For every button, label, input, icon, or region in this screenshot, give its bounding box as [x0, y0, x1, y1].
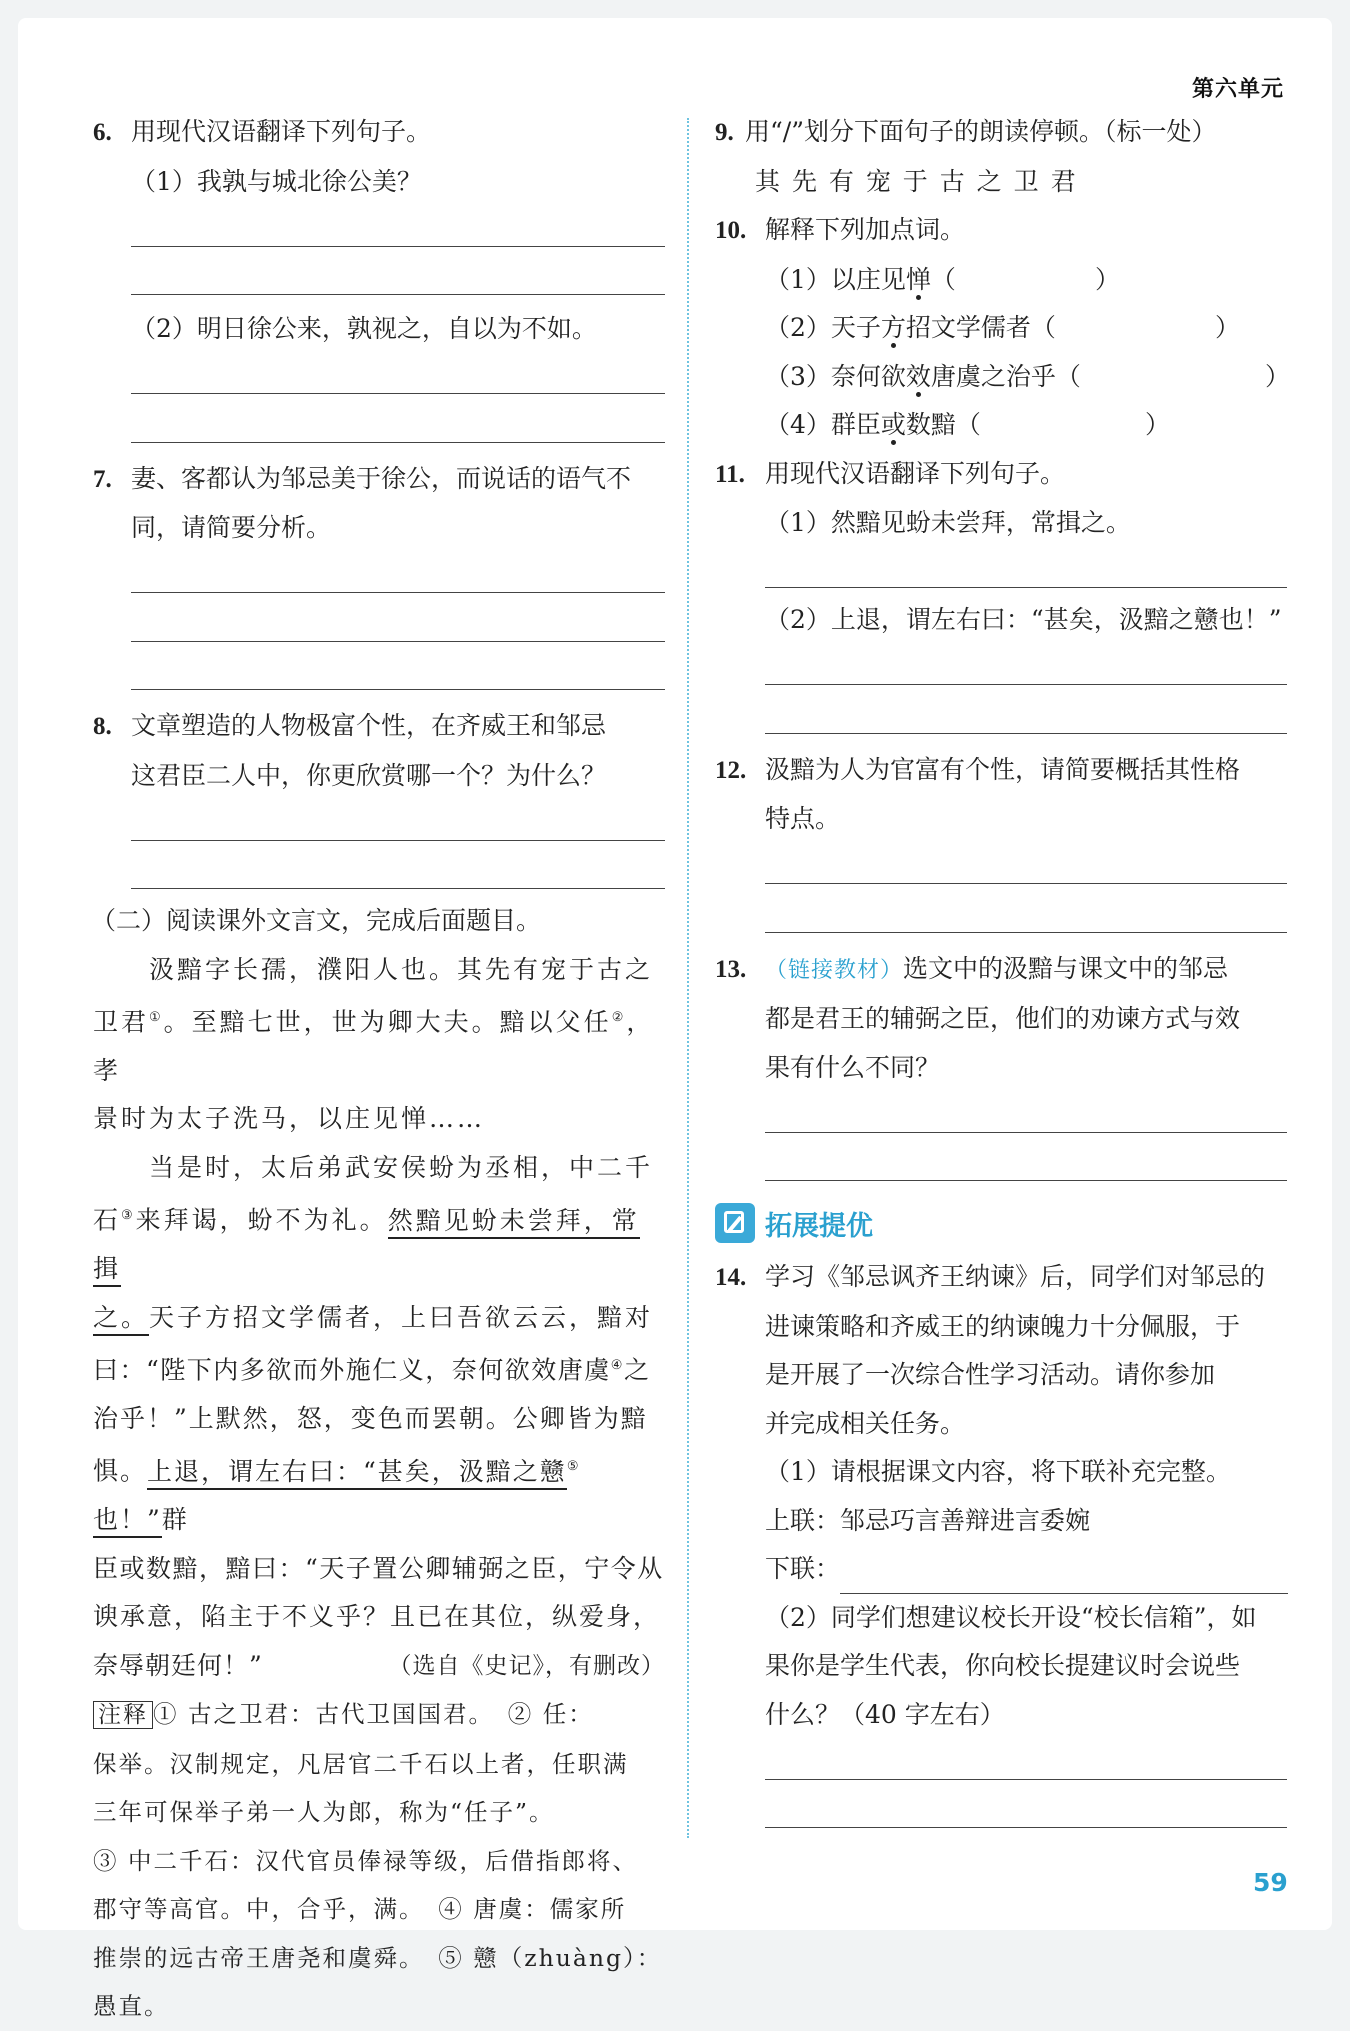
- section-2-title: （二）阅读课外文言文，完成后面题目。: [91, 906, 542, 935]
- q6-s1: （1）我孰与城北徐公美？: [131, 166, 422, 196]
- q7-l2: 同，请简要分析。: [131, 513, 332, 542]
- q6-title: 6. 用现代汉语翻译下列句子。: [93, 117, 432, 146]
- answer-line[interactable]: [93, 800, 665, 849]
- q14-l1: 14. 学习《邹忌讽齐王纳谏》后，同学们对邹忌的: [715, 1262, 1266, 1291]
- underlined-sentence: 然黯见蚡未尝拜，常揖: [93, 1206, 640, 1288]
- q11-title: 11. 用现代汉语翻译下列句子。: [715, 458, 1066, 488]
- answer-line[interactable]: [715, 1092, 1287, 1141]
- q11-s2: （2）上退，谓左右曰：“甚矣，汲黯之戆也！”: [765, 605, 1282, 634]
- answer-line[interactable]: [715, 693, 1287, 742]
- q13-l3: 果有什么不同？: [765, 1052, 941, 1082]
- q14-l2: 进谏策略和齐威王的纳谏魄力十分佩服，于: [765, 1311, 1241, 1341]
- q14-l4: 并完成相关任务。: [765, 1408, 966, 1438]
- answer-line[interactable]: [715, 844, 1287, 893]
- q14-s2a: （2）同学们想建议校长开设“校长信箱”，如: [765, 1602, 1257, 1632]
- couplet-lower: 下联：: [715, 1545, 1287, 1594]
- q14-s2c: 什么？（40 字左右）: [765, 1699, 1005, 1729]
- q6-s2: （2）明日徐公来，孰视之，自以为不如。: [131, 314, 597, 343]
- q8-l2: 这君臣二人中，你更欣赏哪一个？为什么？: [131, 760, 607, 790]
- q12-l1: 12. 汲黯为人为官富有个性，请简要概括其性格: [715, 754, 1241, 784]
- q10-item-1: （1）以庄见惮（ ）: [765, 264, 1121, 294]
- answer-line[interactable]: [93, 650, 665, 699]
- left-column: [93, 108, 665, 2031]
- q13-l1: 13. （链接教材）选文中的汲黯与课文中的邹忌: [715, 953, 1229, 983]
- q10-item-3: （3）奈何欲效唐虞之治乎（ ）: [765, 361, 1291, 391]
- link-textbook-tag: （链接教材）: [765, 957, 904, 983]
- answer-line[interactable]: [715, 892, 1287, 941]
- q11-s1: （1）然黯见蚡未尝拜，常揖之。: [765, 508, 1131, 537]
- answer-line[interactable]: [715, 1739, 1287, 1788]
- unit-label: 第六单元: [1192, 77, 1285, 102]
- answer-line[interactable]: [715, 645, 1287, 694]
- q14-s1: （1）请根据课文内容，将下联补充完整。: [765, 1457, 1231, 1486]
- notes: 注释 ① 古之卫君：古代卫国国君。 ② 任： 保举。汉制规定，凡居官二千石以上者，任职满 三年可保举子弟一人为郎，称为“任子”。 ③ 中二千石：汉代官员俸禄等级，后借指郎将、 郡守等高官。中，合乎，满。 ④ 唐虞：儒家所 推崇的远古帝王唐尧和虞舜。 ⑤ 戆（zhuàng）： 愚直。: [93, 1700, 663, 2021]
- q10-title: 10. 解释下列加点词。: [715, 215, 966, 244]
- couplet-upper: 上联：邹忌巧言善辩进言委婉: [765, 1505, 1091, 1535]
- q12-l2: 特点。: [765, 804, 841, 833]
- q8-l1: 8. 文章塑造的人物极富个性，在齐威王和邹忌: [93, 711, 607, 740]
- answer-line[interactable]: [715, 548, 1287, 597]
- classical-passage: 汲黯字长孺，濮阳人也。其先有宠于古之 卫君①。至黯七世，世为卿大夫。黯以父任②，孝 景时为太子洗马，以庄见惮…… 当是时，太后弟武安侯蚡为丞相，中二千 石③来拜谒，蚡不为礼。然黯见蚡未尝拜，常揖 之。天子方招文学儒者，上曰吾欲云云，黯对 曰：“陛下内多欲而外施仁义，奈何欲效唐虞④之 治乎！”上默然，怒，变色而罢朝。公卿皆为黯 惧。上退，谓左右曰：“甚矣，汲黯之戆⑤也！”群 臣或数黯，黯曰：“天子置公卿辅弼之臣，宁令从 谀承意，陷主于不义乎？且已在其位，纵爱身， 奈辱朝廷何！” （选自《史记》，有删改）: [93, 946, 665, 1691]
- couplet-lower-blank[interactable]: [840, 1563, 1288, 1594]
- source: （选自《史记》，有删改）: [388, 1652, 665, 1679]
- answer-line[interactable]: [93, 849, 665, 898]
- answer-line[interactable]: [715, 1788, 1287, 1837]
- q9-sentence: 其 先 有 宠 于 古 之 卫 君: [755, 166, 1078, 196]
- extension-heading: 拓展提优: [715, 1193, 1287, 1253]
- q7-l1: 7. 妻、客都认为邹忌美于徐公，而说话的语气不: [93, 463, 632, 493]
- note-tag: 注释: [93, 1701, 153, 1729]
- q10-item-4: （4）群臣或数黯（ ）: [765, 410, 1171, 439]
- page-number: 59: [1253, 1868, 1288, 1897]
- q14-l3: 是开展了一次综合性学习活动。请你参加: [765, 1360, 1216, 1389]
- q10-item-2: （2）天子方招文学儒者（ ）: [765, 313, 1241, 342]
- answer-line[interactable]: [93, 601, 665, 650]
- answer-line[interactable]: [93, 354, 665, 403]
- underlined-sentence: 上退，谓左右曰：“甚矣，汲黯之戆: [147, 1457, 567, 1490]
- q13-l2: 都是君王的辅弼之臣，他们的劝谏方式与效: [765, 1004, 1241, 1033]
- underlined-sentence: 之。: [93, 1303, 149, 1336]
- q9-title: 9. 用“/”划分下面句子的朗读停顿。（标一处）: [715, 117, 1217, 146]
- answer-line[interactable]: [93, 206, 665, 255]
- right-column: [715, 108, 1291, 1836]
- answer-line[interactable]: [93, 255, 665, 304]
- answer-line[interactable]: [93, 553, 665, 602]
- answer-line[interactable]: [715, 1141, 1287, 1190]
- q14-s2b: 果你是学生代表，你向校长提建议时会说些: [765, 1651, 1241, 1680]
- edit-icon: [715, 1203, 755, 1243]
- answer-line[interactable]: [93, 402, 665, 451]
- column-divider: [687, 118, 689, 1838]
